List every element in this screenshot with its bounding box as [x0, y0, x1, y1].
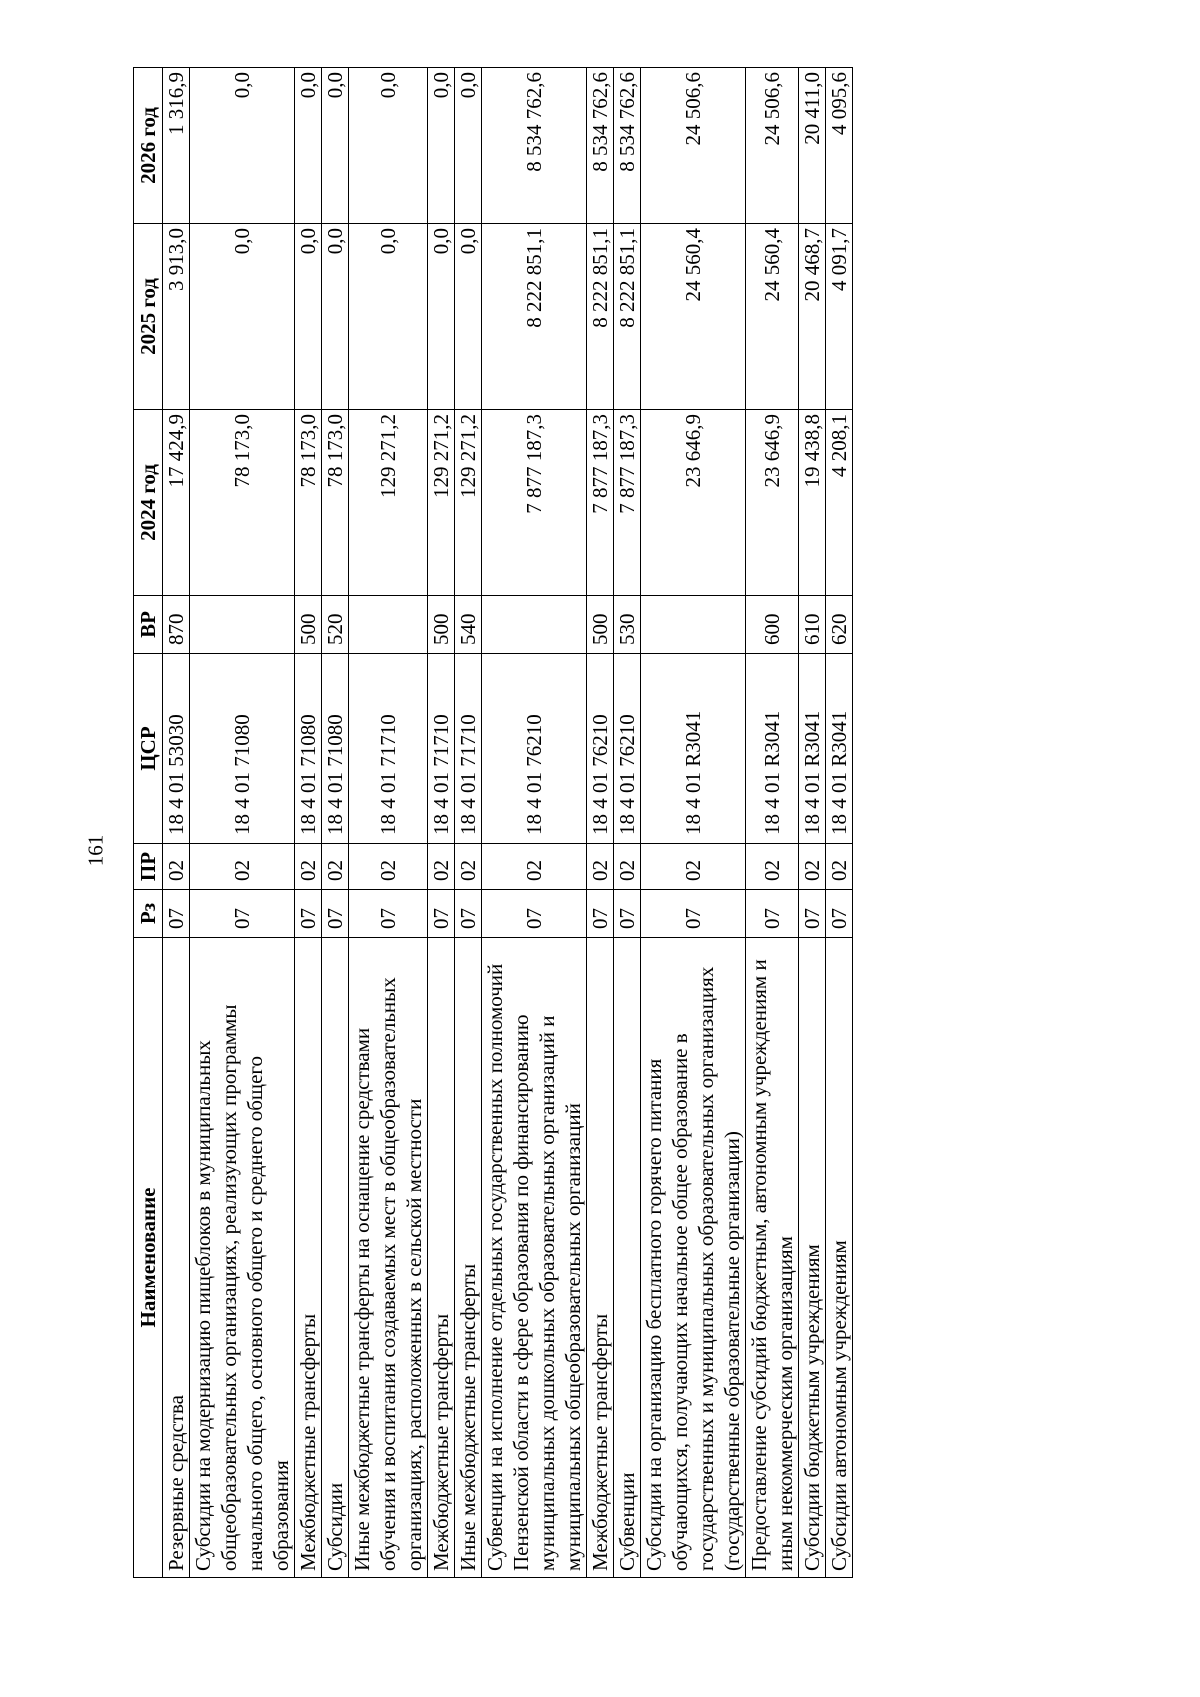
row-2026-cell: 4 095,6	[826, 68, 853, 224]
row-name-cell: Предоставление субсидий бюджетным, автономным учреждениям и иным некоммерческим организациям	[746, 938, 799, 1578]
row-2026-cell: 24 506,6	[746, 68, 799, 224]
row-pr-cell: 02	[190, 844, 295, 890]
row-2026-cell: 1 316,9	[163, 68, 190, 224]
table-row	[614, 68, 641, 1578]
row-csr-cell: 18 4 01 53030	[163, 654, 190, 844]
table-row	[641, 68, 746, 1578]
row-pr-cell: 02	[826, 844, 853, 890]
row-name-cell: Субсидии на организацию бесплатного горячего питания обучающихся, получающих начальное общее образование в государственных и муниципальных образовательных организациях (государственные образовательные организации)	[641, 938, 746, 1578]
table-row	[746, 68, 799, 1578]
row-2024-cell: 23 646,9	[641, 410, 746, 596]
page-number	[76, 820, 116, 880]
table-row	[587, 68, 614, 1578]
row-2024-cell: 7 877 187,3	[614, 410, 641, 596]
row-pr-cell: 02	[163, 844, 190, 890]
row-2025-cell: 8 222 851,1	[587, 224, 614, 410]
row-csr-cell: 18 4 01 71710	[455, 654, 482, 844]
row-rz-cell: 07	[826, 890, 853, 938]
row-vr-cell: 530	[614, 596, 641, 654]
row-csr-cell: 18 4 01 71080	[322, 654, 349, 844]
row-2024-cell: 17 424,9	[163, 410, 190, 596]
row-rz-cell: 07	[614, 890, 641, 938]
header-name: Наименование	[134, 938, 163, 1578]
row-name-cell: Субвенции	[614, 938, 641, 1578]
row-2024-cell: 78 173,0	[295, 410, 322, 596]
header-csr: ЦСР	[134, 654, 163, 844]
row-2026-cell: 0,0	[455, 68, 482, 224]
row-csr-cell: 18 4 01 R3041	[641, 654, 746, 844]
row-rz-cell: 07	[799, 890, 826, 938]
row-2024-cell: 129 271,2	[349, 410, 428, 596]
row-rz-cell: 07	[295, 890, 322, 938]
row-pr-cell: 02	[799, 844, 826, 890]
row-2026-cell: 0,0	[349, 68, 428, 224]
row-2026-cell: 0,0	[295, 68, 322, 224]
row-rz-cell: 07	[641, 890, 746, 938]
row-vr-cell	[190, 596, 295, 654]
table-row	[349, 68, 428, 1578]
row-pr-cell: 02	[587, 844, 614, 890]
row-2024-cell: 78 173,0	[322, 410, 349, 596]
table-row	[455, 68, 482, 1578]
table-row	[190, 68, 295, 1578]
row-name-cell: Межбюджетные трансферты	[428, 938, 455, 1578]
row-2025-cell: 0,0	[455, 224, 482, 410]
row-vr-cell: 500	[295, 596, 322, 654]
row-2024-cell: 78 173,0	[190, 410, 295, 596]
table-row	[428, 68, 455, 1578]
row-name-cell: Межбюджетные трансферты	[295, 938, 322, 1578]
row-vr-cell: 540	[455, 596, 482, 654]
row-name-cell: Субсидии на модернизацию пищеблоков в муниципальных общеобразовательных организациях, реализующих программы начального общего, основного общего и среднего общего образования	[190, 938, 295, 1578]
table-header-row	[134, 68, 163, 1578]
row-name-cell: Резервные средства	[163, 938, 190, 1578]
row-2026-cell: 8 534 762,6	[614, 68, 641, 224]
row-pr-cell: 02	[295, 844, 322, 890]
page-number-text: 161	[83, 834, 108, 866]
row-name-cell: Иные межбюджетные трансферты	[455, 938, 482, 1578]
row-csr-cell: 18 4 01 76210	[587, 654, 614, 844]
row-name-cell: Субвенции на исполнение отдельных государственных полномочий Пензенской области в сфере образования по финансированию муниципальных дошкольных образовательных организаций и муниципальных общеобразовательных организаций	[482, 938, 587, 1578]
header-pr: ПР	[134, 844, 163, 890]
row-2026-cell: 0,0	[322, 68, 349, 224]
row-csr-cell: 18 4 01 R3041	[826, 654, 853, 844]
row-vr-cell: 500	[587, 596, 614, 654]
row-rz-cell: 07	[587, 890, 614, 938]
row-2026-cell: 0,0	[428, 68, 455, 224]
row-rz-cell: 07	[190, 890, 295, 938]
row-2025-cell: 8 222 851,1	[482, 224, 587, 410]
row-rz-cell: 07	[163, 890, 190, 938]
row-2025-cell: 4 091,7	[826, 224, 853, 410]
row-vr-cell	[482, 596, 587, 654]
row-vr-cell: 600	[746, 596, 799, 654]
row-2024-cell: 19 438,8	[799, 410, 826, 596]
row-csr-cell: 18 4 01 76210	[614, 654, 641, 844]
row-vr-cell	[349, 596, 428, 654]
row-2025-cell: 20 468,7	[799, 224, 826, 410]
table-row	[799, 68, 826, 1578]
table-row	[322, 68, 349, 1578]
header-2026: 2026 год	[134, 68, 163, 224]
row-name-cell: Субсидии	[322, 938, 349, 1578]
row-rz-cell: 07	[428, 890, 455, 938]
budget-table	[133, 67, 853, 1578]
row-pr-cell: 02	[428, 844, 455, 890]
row-2026-cell: 20 411,0	[799, 68, 826, 224]
row-name-cell: Субсидии бюджетным учреждениям	[799, 938, 826, 1578]
table-row	[163, 68, 190, 1578]
row-rz-cell: 07	[322, 890, 349, 938]
row-vr-cell: 620	[826, 596, 853, 654]
row-name-cell: Межбюджетные трансферты	[587, 938, 614, 1578]
row-pr-cell: 02	[746, 844, 799, 890]
row-2026-cell: 0,0	[190, 68, 295, 224]
table-row	[295, 68, 322, 1578]
row-csr-cell: 18 4 01 71080	[295, 654, 322, 844]
row-vr-cell: 500	[428, 596, 455, 654]
row-2025-cell: 3 913,0	[163, 224, 190, 410]
header-2025: 2025 год	[134, 224, 163, 410]
row-name-cell: Субсидии автономным учреждениям	[826, 938, 853, 1578]
row-2025-cell: 24 560,4	[641, 224, 746, 410]
row-2025-cell: 0,0	[322, 224, 349, 410]
row-2026-cell: 24 506,6	[641, 68, 746, 224]
row-2025-cell: 0,0	[349, 224, 428, 410]
row-csr-cell: 18 4 01 71080	[190, 654, 295, 844]
row-csr-cell: 18 4 01 76210	[482, 654, 587, 844]
row-2025-cell: 0,0	[428, 224, 455, 410]
row-csr-cell: 18 4 01 71710	[428, 654, 455, 844]
row-2024-cell: 129 271,2	[455, 410, 482, 596]
rotated-page-content	[133, 68, 1003, 1578]
row-2025-cell: 0,0	[295, 224, 322, 410]
row-csr-cell: 18 4 01 R3041	[746, 654, 799, 844]
row-vr-cell	[641, 596, 746, 654]
row-rz-cell: 07	[746, 890, 799, 938]
row-pr-cell: 02	[322, 844, 349, 890]
table-row	[482, 68, 587, 1578]
row-pr-cell: 02	[455, 844, 482, 890]
row-vr-cell: 610	[799, 596, 826, 654]
row-2024-cell: 7 877 187,3	[482, 410, 587, 596]
row-2026-cell: 8 534 762,6	[587, 68, 614, 224]
table-row	[826, 68, 853, 1578]
row-2024-cell: 129 271,2	[428, 410, 455, 596]
row-2024-cell: 23 646,9	[746, 410, 799, 596]
row-csr-cell: 18 4 01 R3041	[799, 654, 826, 844]
row-2024-cell: 4 208,1	[826, 410, 853, 596]
header-vr: ВР	[134, 596, 163, 654]
row-2025-cell: 8 222 851,1	[614, 224, 641, 410]
row-rz-cell: 07	[455, 890, 482, 938]
row-2024-cell: 7 877 187,3	[587, 410, 614, 596]
row-pr-cell: 02	[349, 844, 428, 890]
row-csr-cell: 18 4 01 71710	[349, 654, 428, 844]
header-rz: Рз	[134, 890, 163, 938]
row-rz-cell: 07	[482, 890, 587, 938]
row-2026-cell: 8 534 762,6	[482, 68, 587, 224]
row-vr-cell: 520	[322, 596, 349, 654]
row-pr-cell: 02	[614, 844, 641, 890]
header-2024: 2024 год	[134, 410, 163, 596]
row-pr-cell: 02	[641, 844, 746, 890]
row-name-cell: Иные межбюджетные трансферты на оснащение средствами обучения и воспитания создаваемых мест в общеобразовательных организациях, расположенных в сельской местности	[349, 938, 428, 1578]
table-body	[163, 68, 853, 1578]
row-pr-cell: 02	[482, 844, 587, 890]
row-2025-cell: 24 560,4	[746, 224, 799, 410]
row-2025-cell: 0,0	[190, 224, 295, 410]
row-rz-cell: 07	[349, 890, 428, 938]
row-vr-cell: 870	[163, 596, 190, 654]
